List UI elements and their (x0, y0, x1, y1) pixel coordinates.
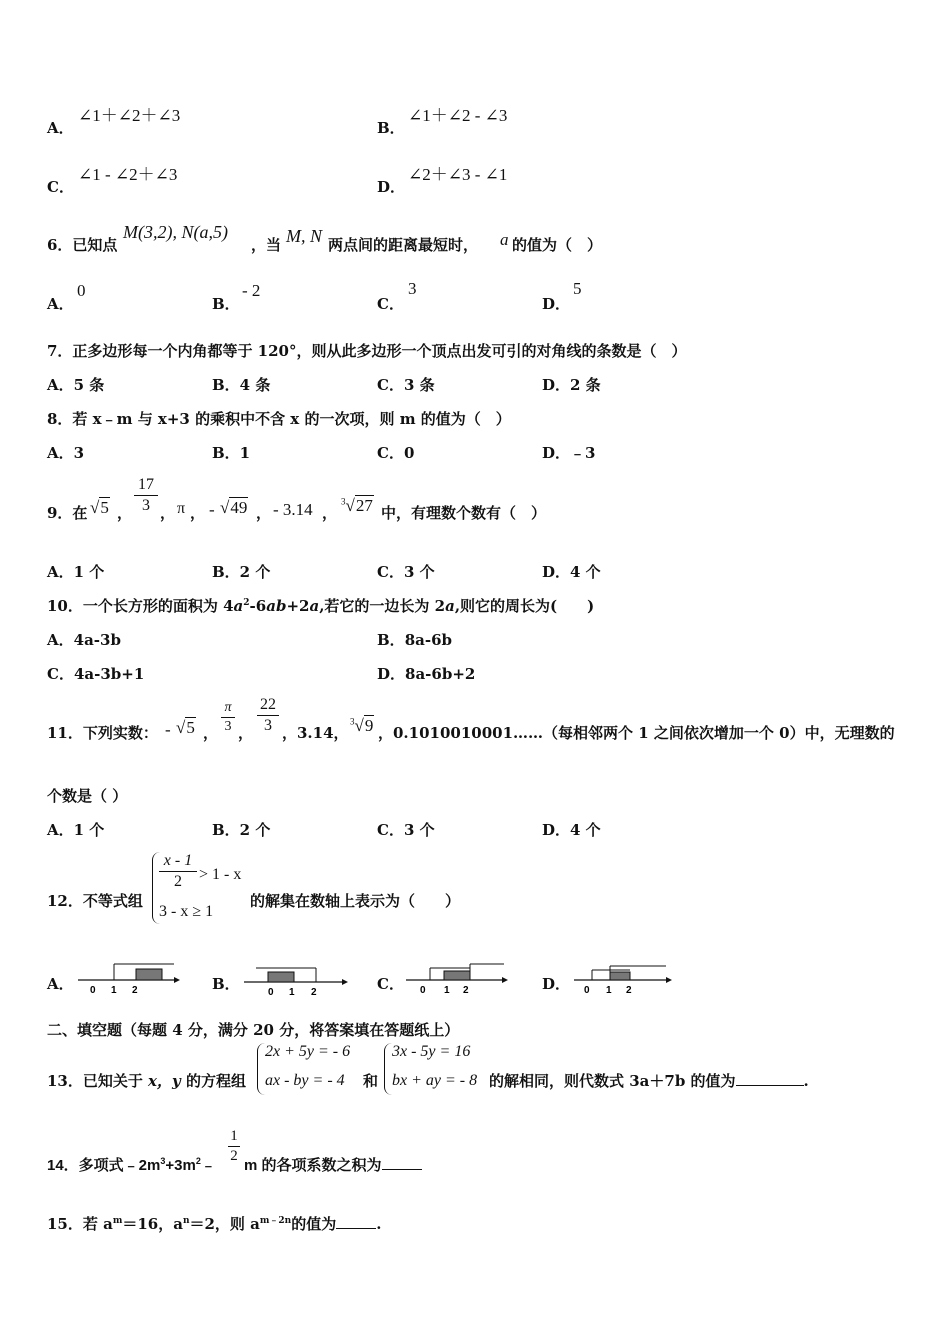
q15-text (47, 1213, 381, 1234)
q15-end-text: 的值为 (291, 1215, 337, 1233)
q10-option-b (377, 629, 452, 650)
q12-option-b-label: B． (212, 975, 240, 993)
q12-option-d-label: D． (542, 975, 571, 993)
q6-option-a-value: 0 (77, 281, 86, 300)
q5-option-c-expr: ∠1 - ∠2＋∠3 (78, 165, 178, 184)
q11-rest1: ，3.14， (282, 724, 349, 742)
q9-fraction (134, 476, 158, 515)
q6-option-b-value: - 2 (242, 281, 261, 300)
q15-answer-blank[interactable] (336, 1228, 376, 1229)
q11-cube-radicand: 9 (364, 716, 374, 735)
tick-2: 2 (626, 985, 632, 996)
q8-option-a: A．3 (47, 444, 85, 462)
q11-22-denominator: 3 (264, 717, 272, 734)
tick-2: 2 (311, 987, 317, 998)
q10-a1: a (233, 597, 244, 615)
q12-ineq1-bar (159, 871, 197, 872)
q12-option-d-numberline (570, 958, 674, 998)
q8-option-c: C．0 (377, 444, 415, 462)
q11-prefix: 11．下列实数： (47, 724, 158, 742)
q14-fraction-denominator: 2 (230, 1148, 238, 1164)
q10-option-a (47, 629, 121, 650)
q13-end-text: 的解相同，则代数式 3a＋7b 的值为 (489, 1072, 736, 1090)
q11-cube-index: 3 (350, 716, 355, 727)
q6-rest: 两点间的距离最短时， (328, 236, 479, 254)
q14-e2: 2 (195, 1156, 201, 1166)
q14-end-text: m 的各项系数之积为 (244, 1157, 382, 1174)
q10-option-a-label: A． (47, 631, 74, 649)
q9-sqrt5: √5 (90, 498, 109, 517)
q11-rest2: ，0.1010010001……（每相邻两个 1 之间依次增加一个 0）中，无理数的 (378, 724, 895, 742)
q6-option-c-value: 3 (408, 279, 417, 298)
q10-a4: a (445, 597, 455, 615)
q8-option-b: B．1 (212, 444, 251, 462)
q11-sep-1: ， (203, 724, 219, 742)
q11-22-numerator: 22 (260, 696, 276, 713)
q14-end (244, 1154, 422, 1175)
q5-option-a-label: A． (47, 119, 74, 137)
q7-option-d: D．2 条 (542, 376, 601, 394)
q15-n: n (182, 1216, 190, 1226)
q10-option-d-label: D． (377, 665, 406, 683)
q9-sqrt49: √49 (220, 498, 248, 517)
axis-arrow (342, 979, 348, 985)
q9-sep-2: ， (160, 504, 176, 522)
q9-sqrt49-radicand: 49 (230, 498, 248, 517)
q10-text (47, 595, 594, 616)
q15-p1: ＝16，a (122, 1215, 183, 1233)
q9-fraction-bar (134, 495, 158, 496)
q9-cube-radicand: 27 (355, 496, 373, 515)
q6-prefix: 6．已知点 (47, 236, 118, 254)
q10-option-d (377, 663, 475, 684)
q12-option-b-numberline (240, 958, 350, 998)
q10-a3: a (309, 597, 320, 615)
axis-arrow (502, 977, 508, 983)
tick-1: 1 (289, 987, 295, 998)
q9-sep-4: ， (256, 504, 272, 522)
q5-option-d-label: D． (377, 178, 406, 196)
shaded-region (610, 972, 630, 980)
q11-sep-2: ， (238, 724, 254, 742)
q14-fraction-bar (228, 1146, 240, 1147)
q9-fraction-numerator: 17 (138, 476, 154, 493)
section-2-heading: 二、填空题（每题 4 分，满分 20 分，将答案填在答题纸上） (47, 1021, 460, 1039)
tick-2: 2 (132, 985, 138, 996)
q9-pi: π (177, 500, 186, 517)
q5-option-b-label: B． (377, 119, 405, 137)
q6-option-c-label: C． (377, 295, 404, 313)
q10-option-b-value: 8a-6b (404, 631, 452, 649)
q10-option-c (47, 663, 144, 684)
q12-ineq1-fraction (159, 852, 197, 891)
q6-end: 的值为（ ） (512, 236, 603, 254)
q13-eq4: bx + ay = - 8 (392, 1072, 478, 1089)
q11-line2: 个数是（ ） (47, 787, 128, 805)
axis-arrow (666, 977, 672, 983)
q14-minus: ﹣ (200, 1157, 216, 1174)
q10-sq: 2 (243, 598, 250, 608)
q9-sqrt5-radicand: 5 (100, 498, 109, 517)
q7-option-a: A．5 条 (47, 376, 105, 394)
q9-option-b: B．2 个 (212, 563, 271, 581)
q11-sqrt5: √5 (176, 718, 195, 737)
q10-option-a-value: 4a-3b (73, 631, 121, 649)
q11-option-b: B．2 个 (212, 821, 271, 839)
q9-neg: - (209, 500, 215, 519)
q13-end (489, 1070, 809, 1091)
q14-fraction (228, 1128, 240, 1165)
q6-points: M(3,2), N(a,5) (123, 222, 228, 242)
tick-1: 1 (444, 985, 450, 996)
q11-sqrt5-radicand: 5 (186, 718, 195, 737)
q5-option-b-expr: ∠1＋∠2 - ∠3 (408, 106, 508, 125)
shaded-region (268, 972, 294, 982)
q10-option-c-label: C． (47, 665, 74, 683)
q13-and: 和 (363, 1072, 379, 1090)
tick-0: 0 (584, 985, 590, 996)
q6-option-d-value: 5 (573, 279, 582, 298)
q14-mid: +3m (165, 1157, 196, 1174)
q10-pre: 10．一个长方形的面积为 4 (47, 597, 234, 615)
tick-0: 0 (420, 985, 426, 996)
q15-m: m (112, 1216, 123, 1226)
q11-option-a: A．1 个 (47, 821, 105, 839)
tick-0: 0 (90, 985, 96, 996)
q9-option-d: D．4 个 (542, 563, 601, 581)
q9-fraction-denominator: 3 (142, 497, 150, 514)
q14-fraction-numerator: 1 (230, 1128, 238, 1144)
q10-p3: +2 (286, 597, 310, 615)
q12-option-a-label: A． (47, 975, 74, 993)
q9-prefix: 9．在 (47, 504, 88, 522)
q11-neg: - (165, 720, 171, 739)
q11-cuberoot9: $^3$√9 (350, 716, 374, 735)
q12-option-c-label: C． (377, 975, 404, 993)
q5-option-c-label: C． (47, 178, 74, 196)
axis-arrow (174, 977, 180, 983)
q13-mid: 的方程组 (186, 1072, 247, 1090)
q13-xy: x，y (148, 1072, 181, 1090)
q12-ineq1-rhs: > 1 - x (199, 866, 242, 883)
q6-a: a (500, 230, 509, 249)
q13-eq3: 3x - 5y = 16 (392, 1043, 471, 1060)
q10-ab: ab (266, 597, 287, 615)
q6-mid: ，当 (251, 236, 282, 254)
q9-cube-index: 3 (341, 496, 346, 507)
q10-option-b-label: B． (377, 631, 405, 649)
q11-pi-denominator: 3 (224, 719, 232, 734)
q15-pre: 15．若 a (47, 1215, 113, 1233)
q14-e1: 3 (160, 1156, 166, 1166)
q12-option-a-numberline (74, 958, 180, 998)
q10-option-c-value: 4a-3b+1 (73, 665, 145, 683)
q13-prefix: 13．已知关于 (47, 1072, 143, 1090)
q9-option-c: C．3 个 (377, 563, 435, 581)
q13-answer-blank[interactable] (736, 1085, 804, 1086)
shaded-region (136, 969, 162, 980)
q10-p5: ,则它的周长为( ) (454, 597, 595, 615)
tick-0: 0 (268, 987, 274, 998)
q5-option-d-expr: ∠2＋∠3 - ∠1 (408, 165, 508, 184)
q10-p4: ,若它的一边长为 2 (319, 597, 446, 615)
q6-option-a-label: A． (47, 295, 74, 313)
q14-answer-blank[interactable] (382, 1169, 422, 1170)
q11-pi-bar (221, 717, 235, 718)
q12-ineq2: 3 - x ≥ 1 (159, 903, 214, 920)
q14-text (47, 1154, 216, 1175)
q7-option-c: C．3 条 (377, 376, 435, 394)
q15-p2: ＝2，则 a (189, 1215, 260, 1233)
q9-sep-5: ， (322, 504, 338, 522)
q13-eq2: ax - by = - 4 (265, 1072, 345, 1089)
q8-text: 8．若 x﹣m 与 x+3 的乘积中不含 x 的一次项，则 m 的值为（ ） (47, 410, 511, 428)
q9-neg-314: - 3.14 (273, 500, 313, 519)
q9-option-a: A．1 个 (47, 563, 105, 581)
q15-exp: m﹣2n (259, 1216, 292, 1226)
q6-option-b-label: B． (212, 295, 240, 313)
q9-cuberoot27: $^3$√27 (341, 496, 373, 515)
q6-option-d-label: D． (542, 295, 571, 313)
q12-end: 的解集在数轴上表示为（ ） (250, 892, 461, 910)
q12-ineq1-numerator: x - 1 (163, 852, 193, 869)
q14-pre: 14．多项式﹣2m (47, 1157, 161, 1174)
q12-ineq1-denominator: 2 (174, 873, 182, 890)
q11-22-fraction (257, 696, 279, 735)
q9-sep-1: ， (117, 504, 133, 522)
q13-period: . (803, 1072, 809, 1090)
q13-eq1: 2x + 5y = - 6 (265, 1043, 351, 1060)
q7-text: 7．正多边形每一个内角都等于 120°，则从此多边形一个顶点出发可引的对角线的条数是（ ） (47, 342, 687, 360)
tick-2: 2 (463, 985, 469, 996)
q11-option-d: D．4 个 (542, 821, 601, 839)
q6-mn: M, N (286, 226, 322, 246)
q12-prefix: 12．不等式组 (47, 892, 143, 910)
q11-pi-fraction (221, 700, 235, 735)
q11-22-bar (257, 715, 279, 716)
q12-option-c-numberline (402, 958, 510, 998)
q15-period: . (376, 1215, 382, 1233)
tick-1: 1 (111, 985, 117, 996)
q11-option-c: C．3 个 (377, 821, 435, 839)
q11-pi-numerator: π (224, 700, 232, 715)
q9-end: 中，有理数个数有（ ） (381, 504, 547, 522)
q9-sep-3: ， (190, 504, 206, 522)
q7-option-b: B．4 条 (212, 376, 271, 394)
tick-1: 1 (606, 985, 612, 996)
q10-option-d-value: 8a-6b+2 (405, 665, 476, 683)
shaded-region (444, 971, 470, 980)
q8-option-d: D．﹣3 (542, 444, 596, 462)
q10-p2: -6 (249, 597, 267, 615)
q5-option-a-expr: ∠1＋∠2＋∠3 (78, 106, 181, 125)
